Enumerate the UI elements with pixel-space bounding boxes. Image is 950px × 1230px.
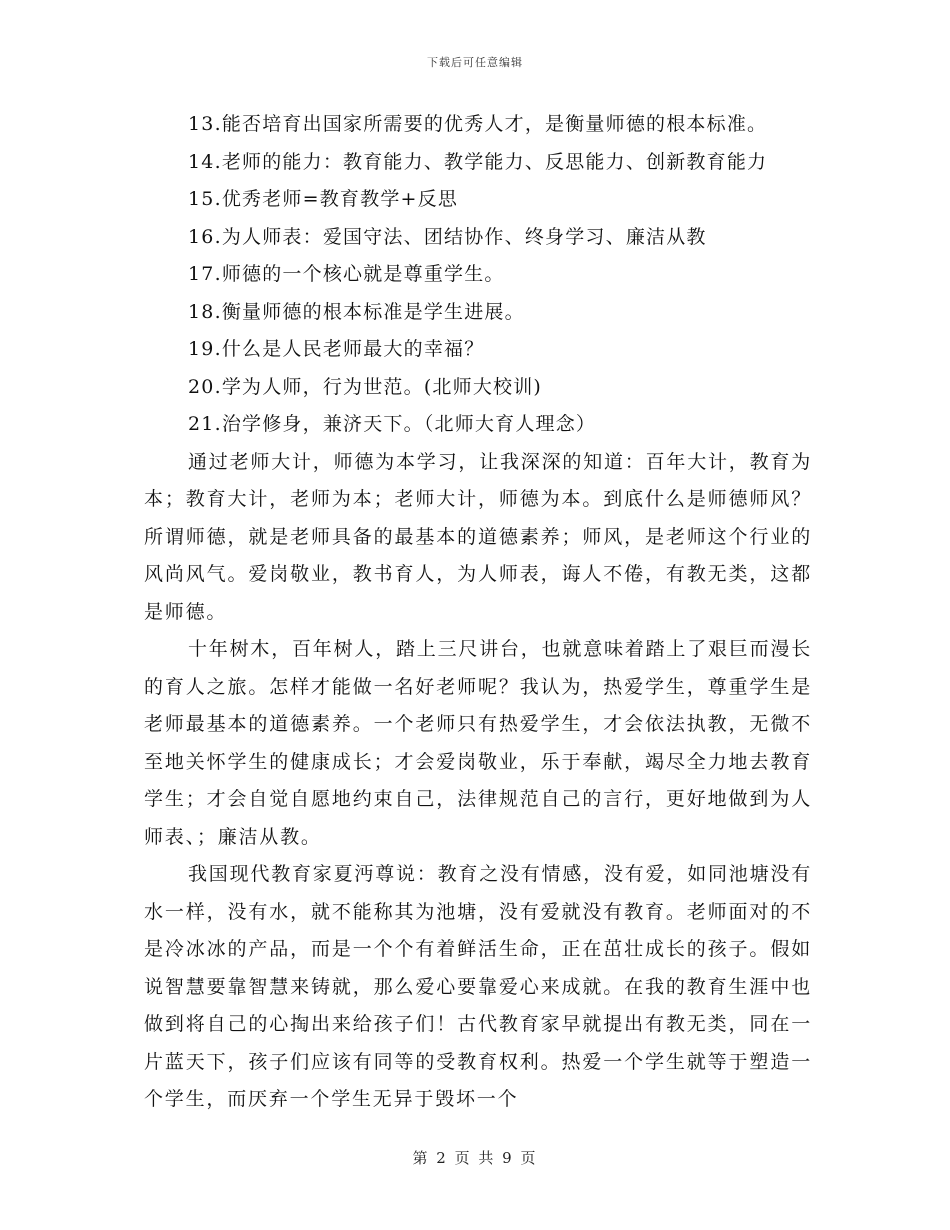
paragraph: 十年树木，百年树人，踏上三尺讲台，也就意味着踏上了艰巨而漫长的育人之旅。怎样才能做一名好老师呢？我认为，热爱学生，尊重学生是老师最基本的道德素养。一个老师只有热爱学生，才会依法执教，无微不至地关怀学生的健康成长；才会爱岗敬业，乐于奉献，竭尽全力地去教育学生；才会自觉自愿地约束自己，法律规范自己的言行，更好地做到为人师表、；廉洁从教。 [144,638,813,848]
list-item: 16.为人师表：爱国守法、团结协作、终身学习、廉洁从教 [188,225,707,248]
page-header: 下载后可任意编辑 [427,56,523,69]
list-item: 13.能否培育出国家所需要的优秀人才，是衡量师德的根本标准。 [188,113,768,135]
page-number: 第 2 页 共 9 页 [412,1149,538,1167]
list-item: 21.治学修身，兼济天下。（北师大育人理念） [188,413,597,435]
paragraph: 通过老师大计，师德为本学习，让我深深的知道：百年大计，教育为本；教育大计，老师为本；老师大计，师德为本。到底什么是师德师风？所谓师德，就是老师具备的最基本的道德素养；师风，是老师这个行业的风尚风气。爱岗敬业，教书育人，为人师表，诲人不倦，有教无类，这都是师德。 [144,450,813,623]
list-item: 14.老师的能力：教育能力、教学能力、反思能力、创新教育能力 [188,150,768,173]
list-item: 20.学为人师，行为世范。(北师大校训) [188,375,543,398]
list-item: 15.优秀老师=教育教学+反思 [188,188,459,210]
list-item: 19.什么是人民老师最大的幸福？ [188,338,485,360]
list-item: 18.衡量师德的根本标准是学生进展。 [188,300,525,323]
document-body [144,106,812,1119]
paragraph: 我国现代教育家夏沔尊说：教育之没有情感，没有爱，如同池塘没有水一样，没有水，就不能称其为池塘，没有爱就没有教育。老师面对的不是冷冰冰的产品，而是一个个有着鲜活生命，正在茁壮成长的孩子。假如说智慧要靠智慧来铸就，那么爱心要靠爱心来成就。在我的教育生涯中也做到将自己的心掏出来给孩子们！古代教育家早就提出有教无类，同在一片蓝天下，孩子们应该有同等的受教育权利。热爱一个学生就等于塑造一个学生，而厌弃一个学生无异于毁坏一个 [144,863,813,1110]
list-item: 17.师德的一个核心就是尊重学生。 [188,263,505,285]
